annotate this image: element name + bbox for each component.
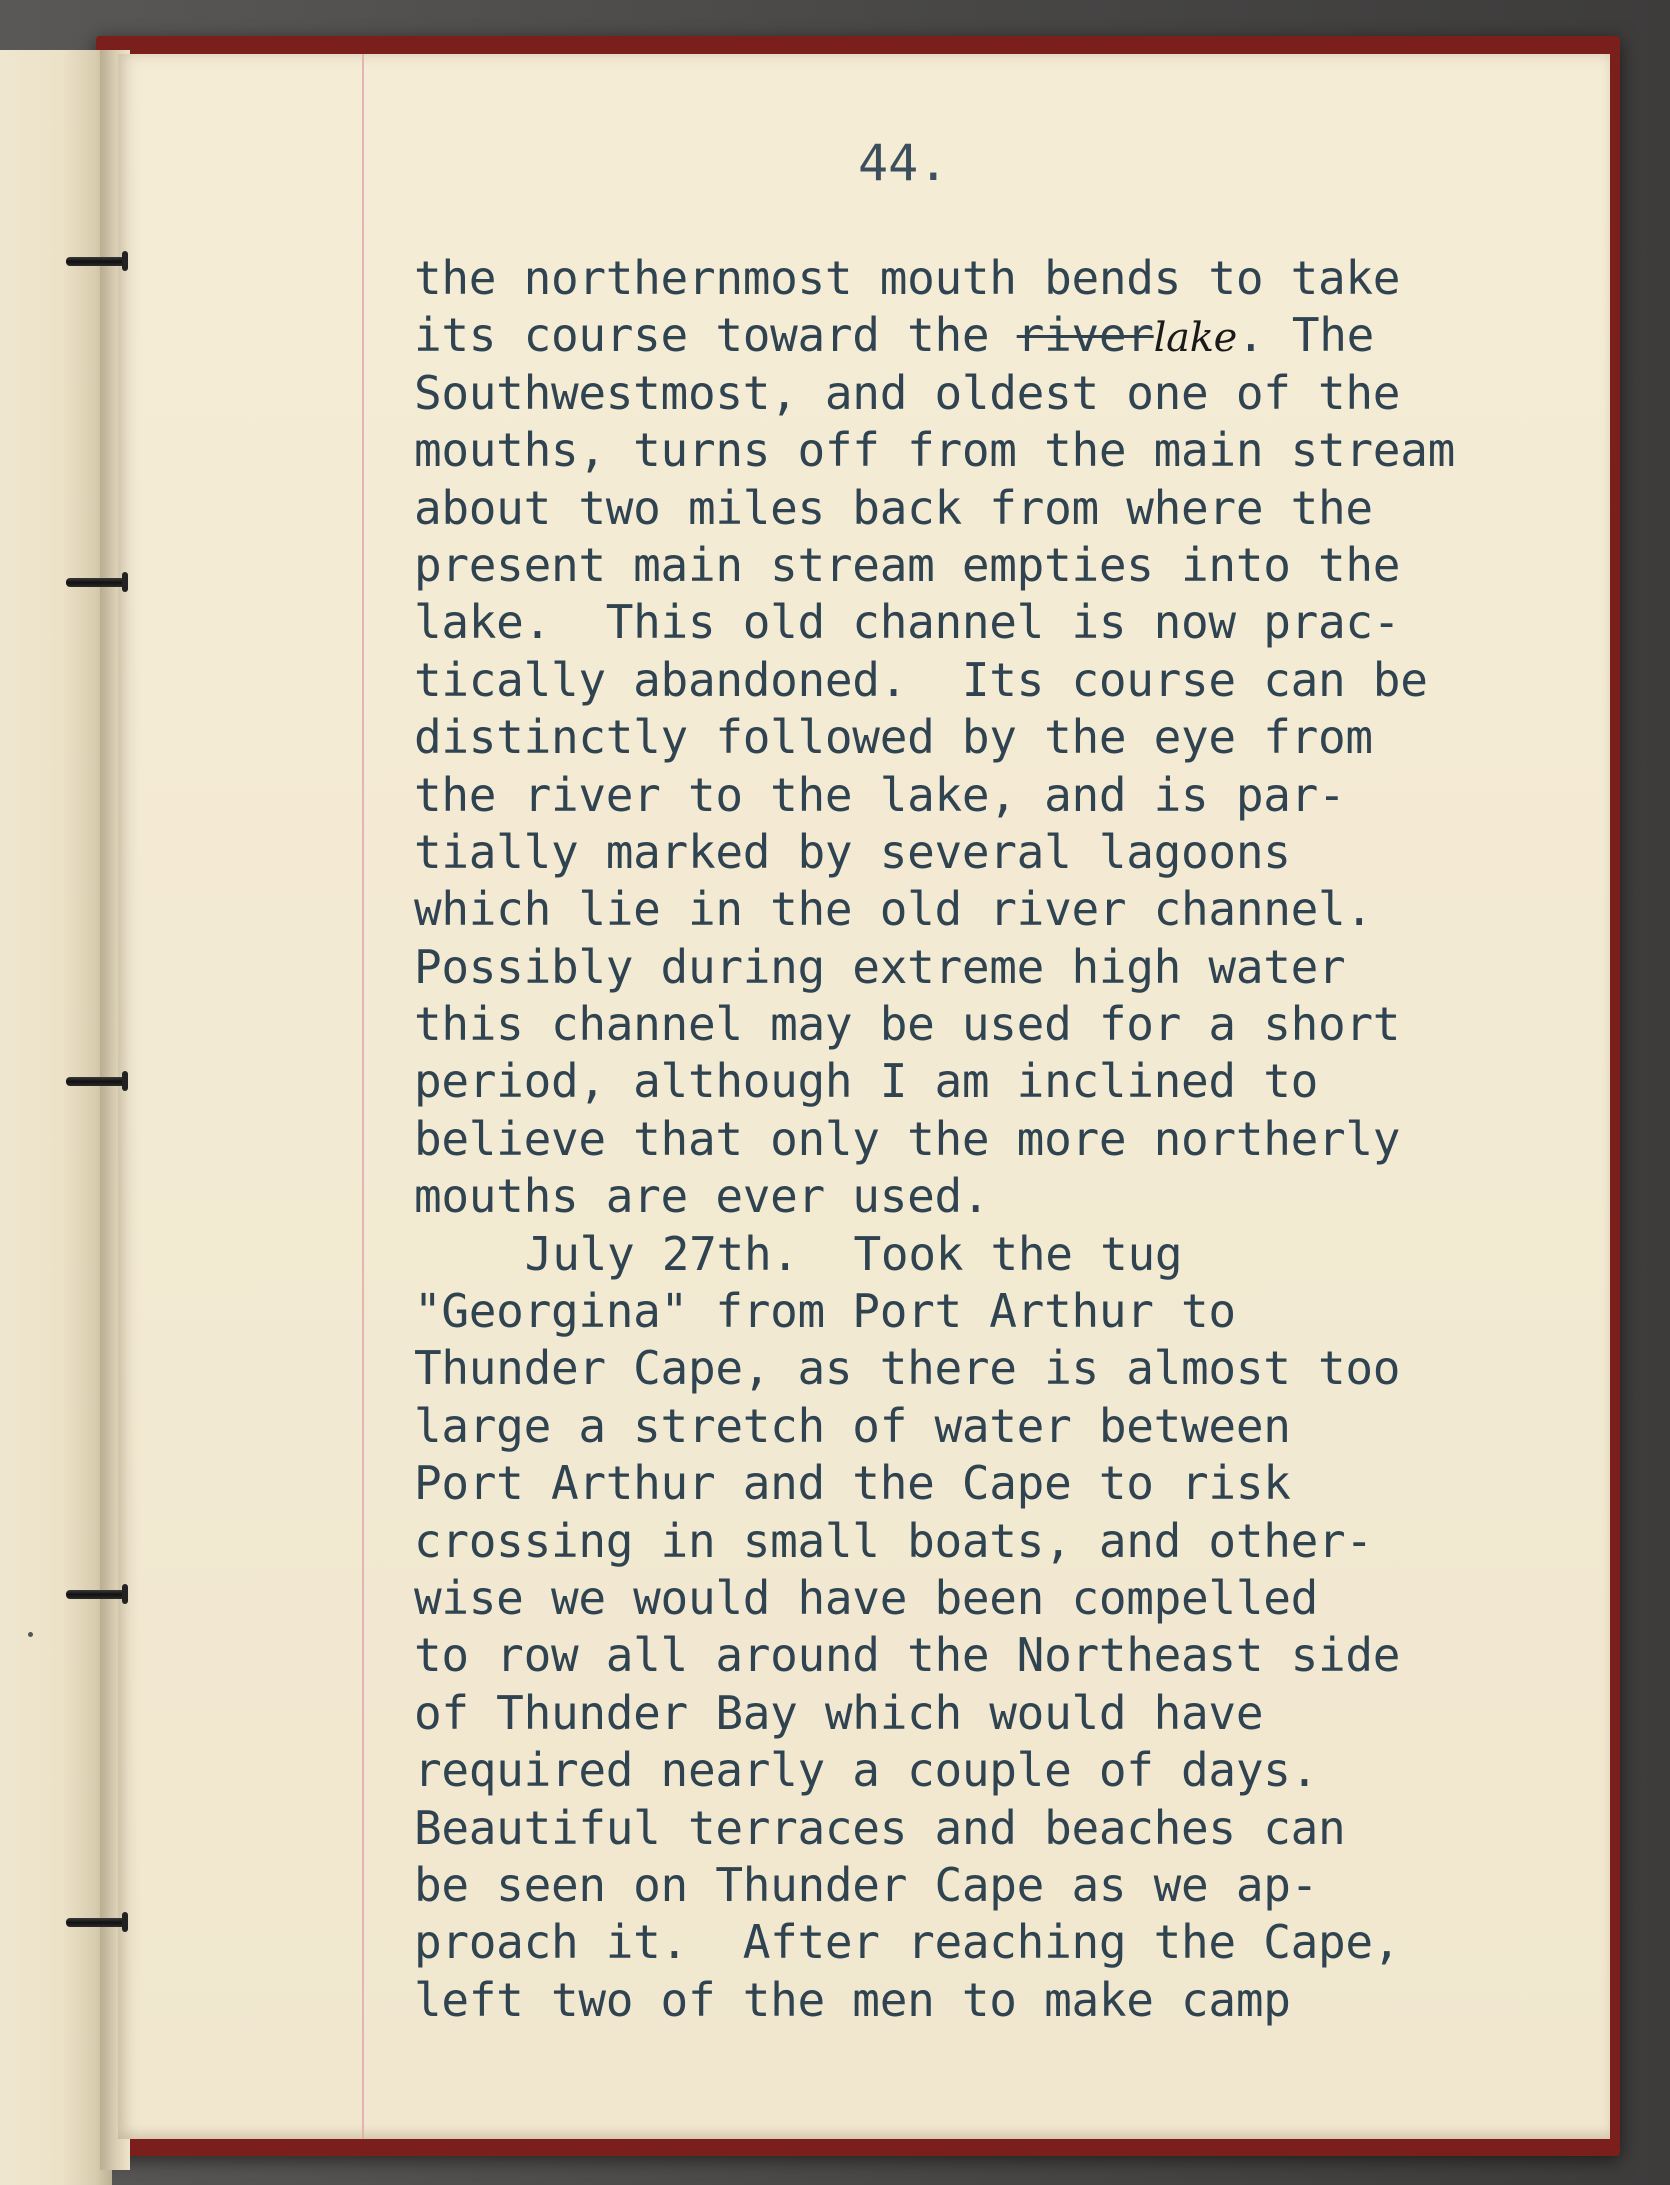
text-line bbox=[414, 939, 1554, 996]
text-line bbox=[414, 1742, 1554, 1799]
text-segment: lake. This old channel is now prac- bbox=[414, 595, 1401, 650]
text-line bbox=[414, 307, 1554, 364]
text-segment: period, although I am inclined to bbox=[414, 1054, 1319, 1109]
text-segment: crossing in small boats, and other- bbox=[414, 1513, 1373, 1568]
text-line bbox=[414, 422, 1554, 479]
text-line bbox=[414, 1857, 1554, 1914]
binding-ring bbox=[66, 1590, 126, 1599]
text-line bbox=[414, 537, 1554, 594]
text-line bbox=[414, 1800, 1554, 1857]
text-segment: Possibly during extreme high water bbox=[414, 939, 1346, 994]
text-segment: July 27th. Took the tug bbox=[524, 1226, 1183, 1281]
text-line bbox=[414, 767, 1554, 824]
text-segment: large a stretch of water between bbox=[414, 1398, 1291, 1453]
text-segment: tically abandoned. Its course can be bbox=[414, 652, 1428, 707]
binding-ring bbox=[66, 1077, 126, 1086]
text-line bbox=[414, 824, 1554, 881]
text-segment: the northernmost mouth bends to take bbox=[414, 251, 1401, 305]
text-segment: be seen on Thunder Cape as we ap- bbox=[414, 1857, 1319, 1912]
text-line bbox=[414, 480, 1554, 537]
text-segment: left two of the men to make camp bbox=[414, 1972, 1291, 2027]
text-segment: proach it. After reaching the Cape, bbox=[414, 1915, 1401, 1970]
text-segment: present main stream empties into the bbox=[414, 537, 1401, 592]
text-line bbox=[414, 1685, 1554, 1742]
binding-ring bbox=[66, 1918, 126, 1927]
text-line bbox=[414, 1398, 1554, 1455]
text-line bbox=[414, 1226, 1554, 1283]
text-segment: tially marked by several lagoons bbox=[414, 824, 1291, 879]
text-segment: required nearly a couple of days. bbox=[414, 1743, 1319, 1798]
text-segment: Southwestmost, and oldest one of the bbox=[414, 365, 1401, 420]
text-segment: Thunder Cape, as there is almost too bbox=[414, 1341, 1401, 1396]
text-line bbox=[414, 1111, 1554, 1168]
text-line bbox=[414, 250, 1554, 307]
text-line bbox=[414, 1340, 1554, 1397]
text-segment: which lie in the old river channel. bbox=[414, 882, 1373, 937]
text-segment: mouths, turns off from the main stream bbox=[414, 423, 1455, 478]
text-line bbox=[414, 1570, 1554, 1627]
text-segment: to row all around the Northeast side bbox=[414, 1628, 1401, 1683]
text-line bbox=[414, 594, 1554, 651]
text-line bbox=[414, 1283, 1554, 1340]
previous-page-edge bbox=[0, 50, 112, 2185]
typed-text-body bbox=[414, 250, 1554, 2029]
text-segment: Port Arthur and the Cape to risk bbox=[414, 1456, 1291, 1511]
page-number: 44. bbox=[858, 134, 949, 192]
text-line bbox=[414, 1168, 1554, 1225]
text-line bbox=[414, 1455, 1554, 1512]
binding-ring bbox=[66, 257, 126, 266]
text-line bbox=[414, 1053, 1554, 1110]
text-segment: wise we would have been compelled bbox=[414, 1570, 1319, 1625]
text-segment: believe that only the more northerly bbox=[414, 1111, 1401, 1166]
text-line bbox=[414, 1513, 1554, 1570]
text-segment: this channel may be used for a short bbox=[414, 997, 1401, 1052]
text-line bbox=[414, 1972, 1554, 2029]
text-line bbox=[414, 1914, 1554, 1971]
binding-ring bbox=[66, 578, 126, 587]
struck-word: river bbox=[1016, 308, 1154, 363]
text-segment: its course toward the bbox=[414, 308, 1017, 363]
text-segment: . The bbox=[1237, 308, 1375, 363]
margin-rule bbox=[362, 54, 364, 2139]
text-line bbox=[414, 996, 1554, 1053]
text-segment: "Georgina" from Port Arthur to bbox=[414, 1284, 1236, 1339]
text-segment: the river to the lake, and is par- bbox=[414, 767, 1346, 822]
text-segment: mouths are ever used. bbox=[414, 1169, 990, 1224]
text-segment: distinctly followed by the eye from bbox=[414, 710, 1373, 765]
handwritten-correction: lake bbox=[1153, 315, 1238, 362]
text-line bbox=[414, 881, 1554, 938]
text-segment: of Thunder Bay which would have bbox=[414, 1685, 1264, 1740]
text-line bbox=[414, 1627, 1554, 1684]
text-line bbox=[414, 365, 1554, 422]
text-line bbox=[414, 709, 1554, 766]
text-segment: about two miles back from where the bbox=[414, 480, 1373, 535]
page-speck bbox=[28, 1632, 33, 1637]
text-segment: Beautiful terraces and beaches can bbox=[414, 1800, 1346, 1855]
text-line bbox=[414, 652, 1554, 709]
